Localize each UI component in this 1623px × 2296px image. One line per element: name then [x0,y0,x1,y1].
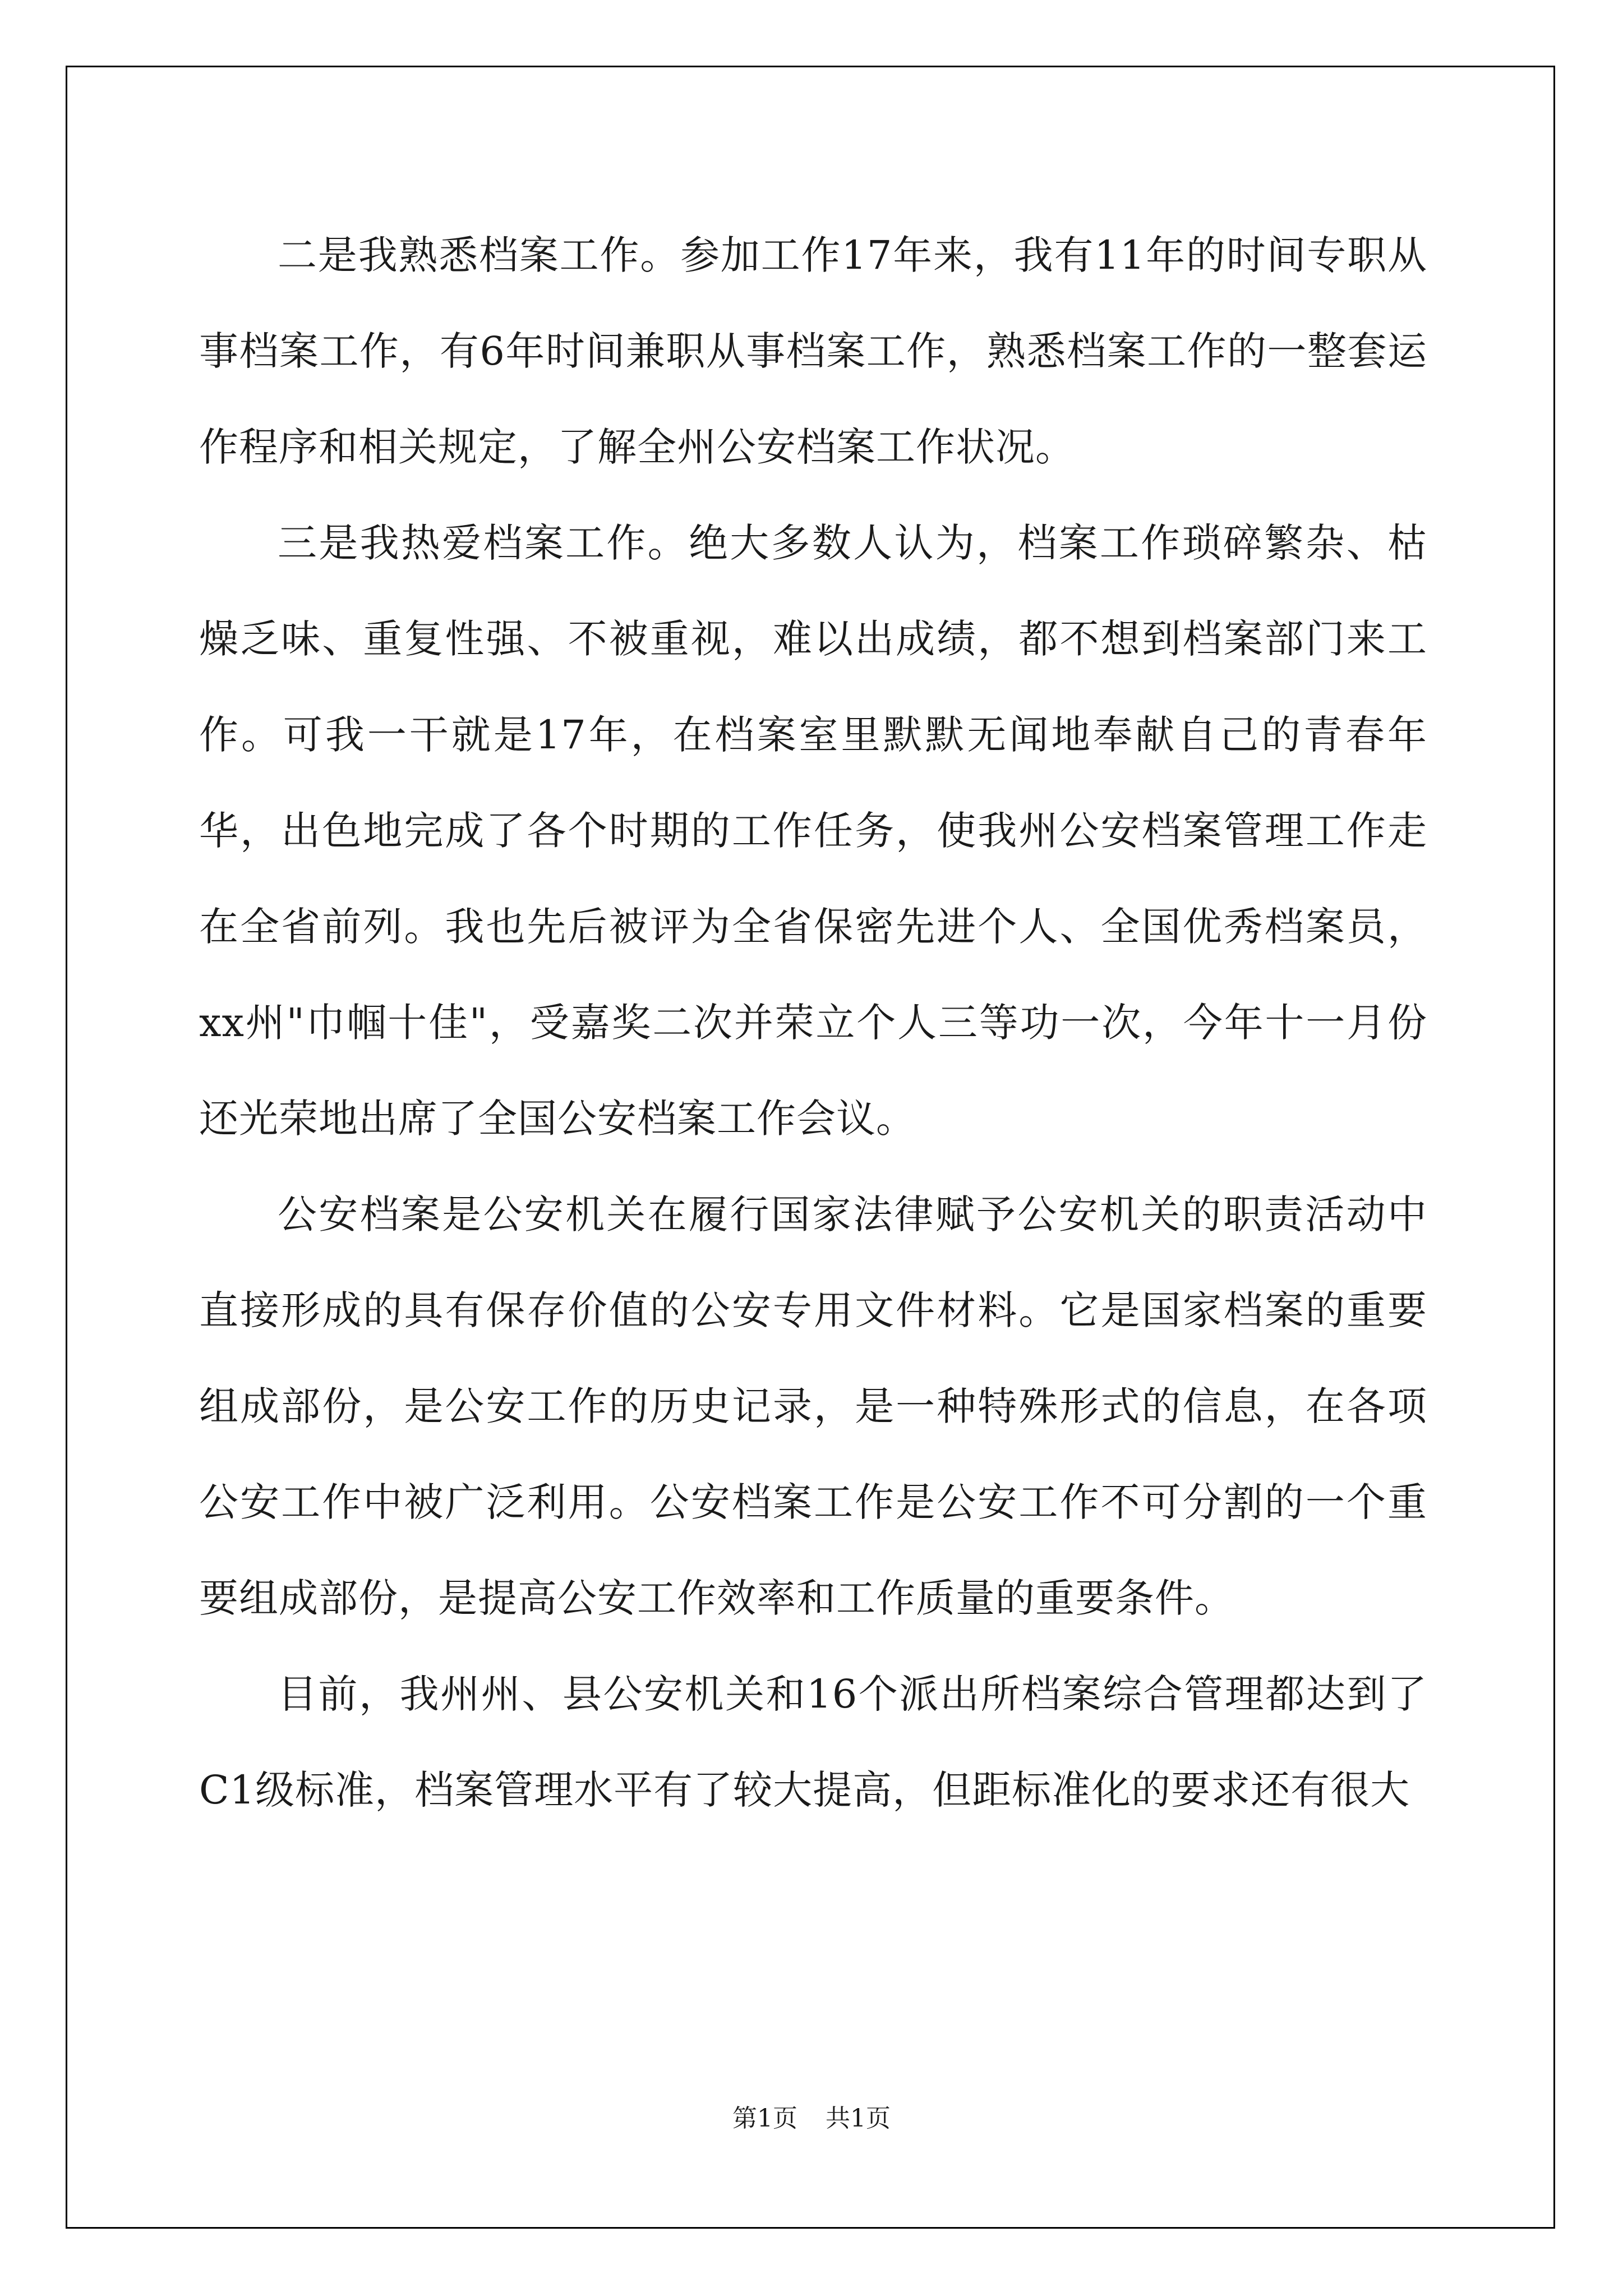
paragraph-2: 三是我热爱档案工作。绝大多数人认为，档案工作琐碎繁杂、枯燥乏味、重复性强、不被重视，难以出成绩，都不想到档案部门来工作。可我一干就是17年，在档案室里默默无闻地奉献自己的青春年华，出色地完成了各个时期的工作任务，使我州公安档案管理工作走在全省前列。我也先后被评为全省保密先进个人、全国优秀档案员，xx州"巾帼十佳"，受嘉奖二次并荣立个人三等功一次，今年十一月份还光荣地出席了全国公安档案工作会议。 [199,520,1427,1142]
paragraph-4: 目前，我州州、县公安机关和16个派出所档案综合管理都达到了C1级标准，档案管理水平有了较大提高，但距标准化的要求还有很大 [199,1671,1427,1813]
page-total: 共1页 [826,2104,891,2133]
paragraph-3: 公安档案是公安机关在履行国家法律赋予公安机关的职责活动中直接形成的具有保存价值的公安专用文件材料。它是国家档案的重要组成部份，是公安工作的历史记录，是一种特殊形式的信息，在各项公安工作中被广泛利用。公安档案工作是公安工作不可分割的一个重要组成部份，是提高公安工作效率和工作质量的重要条件。 [199,1191,1427,1621]
page-footer [0,2098,1623,2134]
paragraph-1: 二是我熟悉档案工作。参加工作17年来，我有11年的时间专职从事档案工作，有6年时间兼职从事档案工作，熟悉档案工作的一整套运作程序和相关规定，了解全州公安档案工作状况。 [199,232,1427,470]
page-number: 第1页 [732,2104,797,2133]
document-body [199,208,1427,1838]
